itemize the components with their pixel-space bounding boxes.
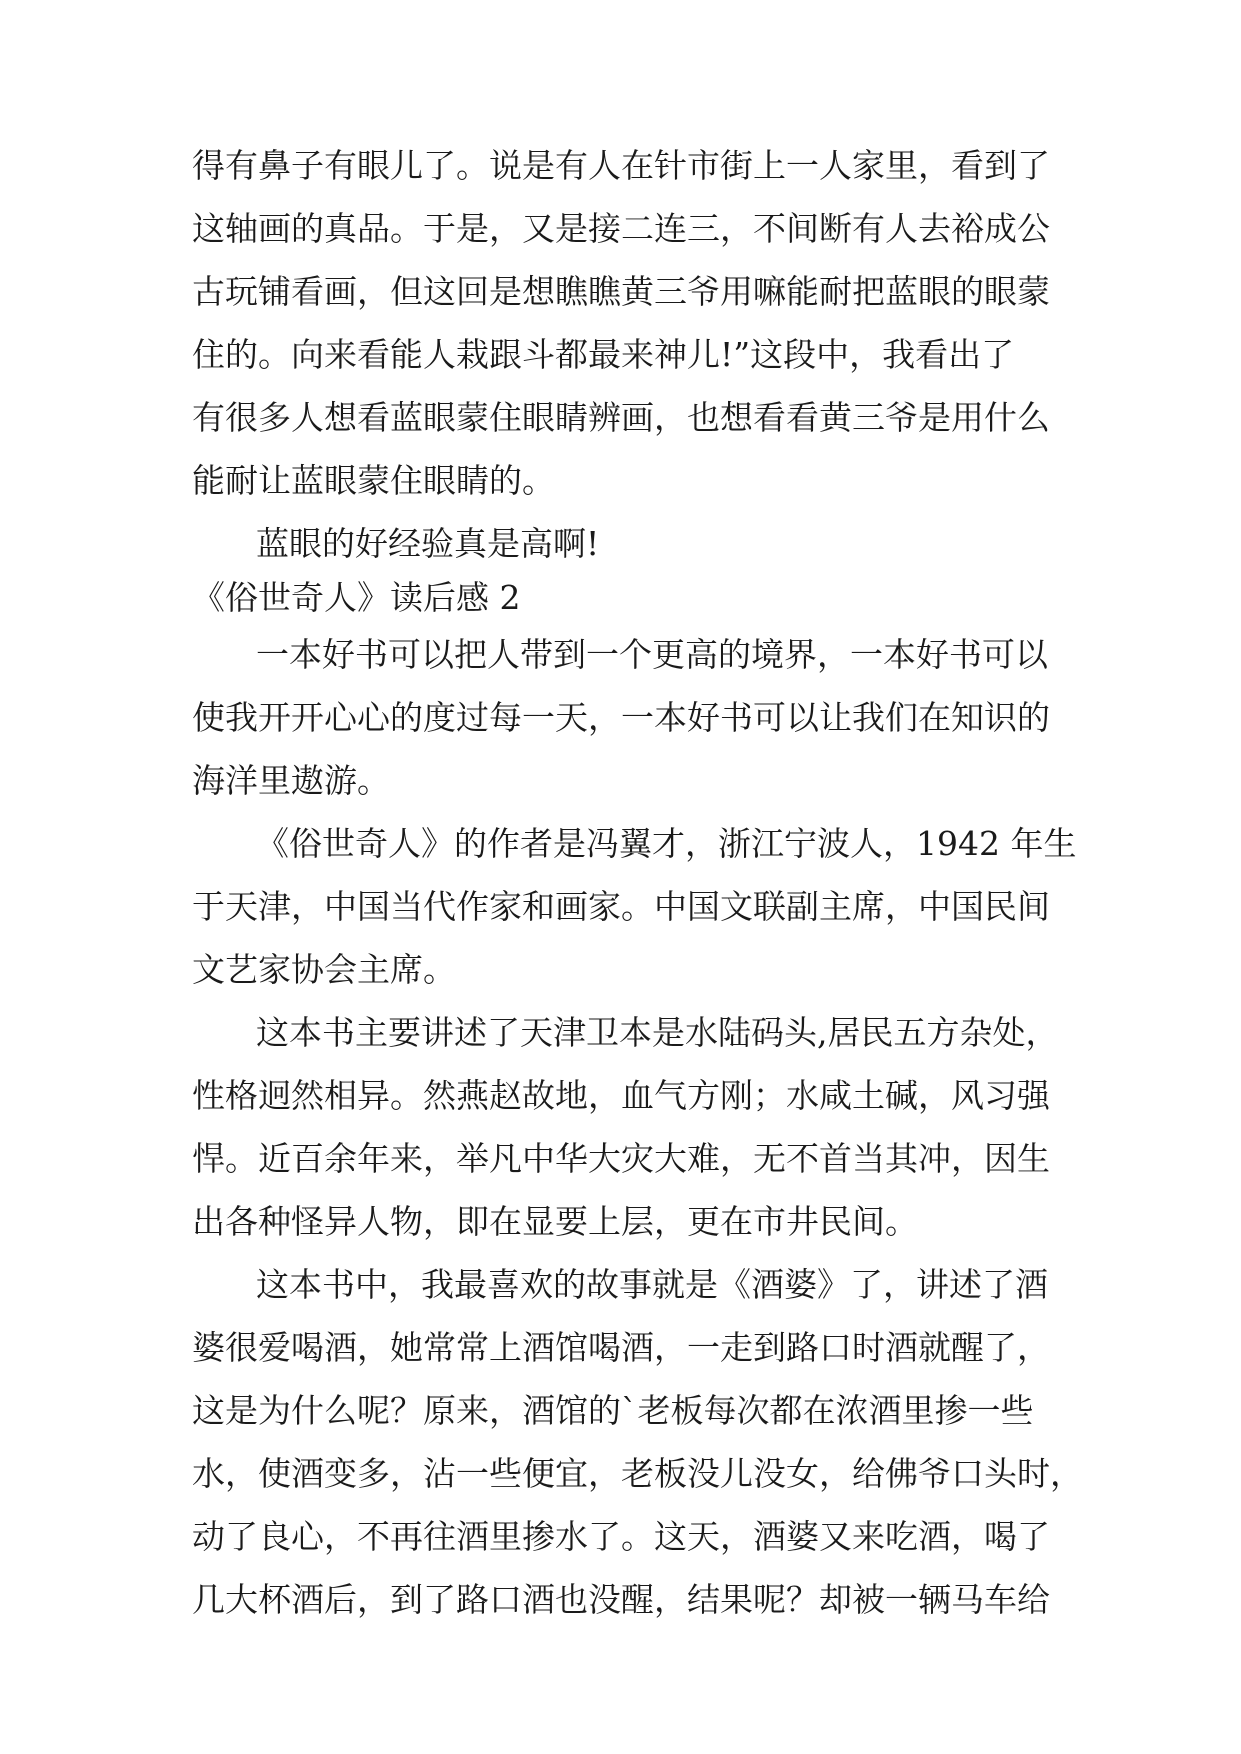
text-line: 动了良心，不再往酒里掺水了。这天，酒婆又来吃酒，喝了 bbox=[192, 1517, 1050, 1556]
text-line: 蓝眼的好经验真是高啊! bbox=[256, 524, 600, 563]
text-line: 有很多人想看蓝眼蒙住眼睛辨画，也想看看黄三爷是用什么 bbox=[192, 398, 1050, 437]
text-line: 海洋里遨游。 bbox=[192, 761, 390, 800]
text-line: 能耐让蓝眼蒙住眼睛的。 bbox=[192, 461, 555, 500]
text-line: 《俗世奇人》的作者是冯翼才，浙江宁波人，1942 年生 bbox=[256, 824, 1077, 863]
text-line: 一本好书可以把人带到一个更高的境界，一本好书可以 bbox=[256, 635, 1048, 674]
text-line: 古玩铺看画，但这回是想瞧瞧黄三爷用嘛能耐把蓝眼的眼蒙 bbox=[192, 272, 1050, 311]
section-title: 《俗世奇人》读后感 2 bbox=[192, 578, 521, 617]
text-line: 悍。近百余年来，举凡中华大灾大难，无不首当其冲，因生 bbox=[192, 1139, 1050, 1178]
text-line: 这本书中，我最喜欢的故事就是《酒婆》了，讲述了酒 bbox=[256, 1265, 1048, 1304]
text-line: 住的。向来看能人栽跟斗都最来神儿!”这段中，我看出了 bbox=[192, 335, 1015, 374]
text-line: 使我开开心心的度过每一天，一本好书可以让我们在知识的 bbox=[192, 698, 1050, 737]
text-line: 于天津，中国当代作家和画家。中国文联副主席，中国民间 bbox=[192, 887, 1050, 926]
text-line: 水，使酒变多，沾一些便宜，老板没儿没女，给佛爷口头时， bbox=[192, 1454, 1083, 1493]
text-line: 几大杯酒后，到了路口酒也没醒，结果呢？却被一辆马车给 bbox=[192, 1580, 1050, 1619]
text-line: 这本书主要讲述了天津卫本是水陆码头,居民五方杂处， bbox=[256, 1013, 1059, 1052]
text-line: 出各种怪异人物，即在显要上层，更在市井民间。 bbox=[192, 1202, 918, 1241]
text-line: 婆很爱喝酒，她常常上酒馆喝酒，一走到路口时酒就醒了， bbox=[192, 1328, 1050, 1367]
text-line: 得有鼻子有眼儿了。说是有人在针市街上一人家里，看到了 bbox=[192, 146, 1050, 185]
text-line: 这轴画的真品。于是，又是接二连三，不间断有人去裕成公 bbox=[192, 209, 1050, 248]
text-line: 文艺家协会主席。 bbox=[192, 950, 456, 989]
text-line: 性格迥然相异。然燕赵故地，血气方刚；水咸土碱，风习强 bbox=[192, 1076, 1050, 1115]
text-line: 这是为什么呢？原来，酒馆的`老板每次都在浓酒里掺一些 bbox=[192, 1391, 1034, 1430]
